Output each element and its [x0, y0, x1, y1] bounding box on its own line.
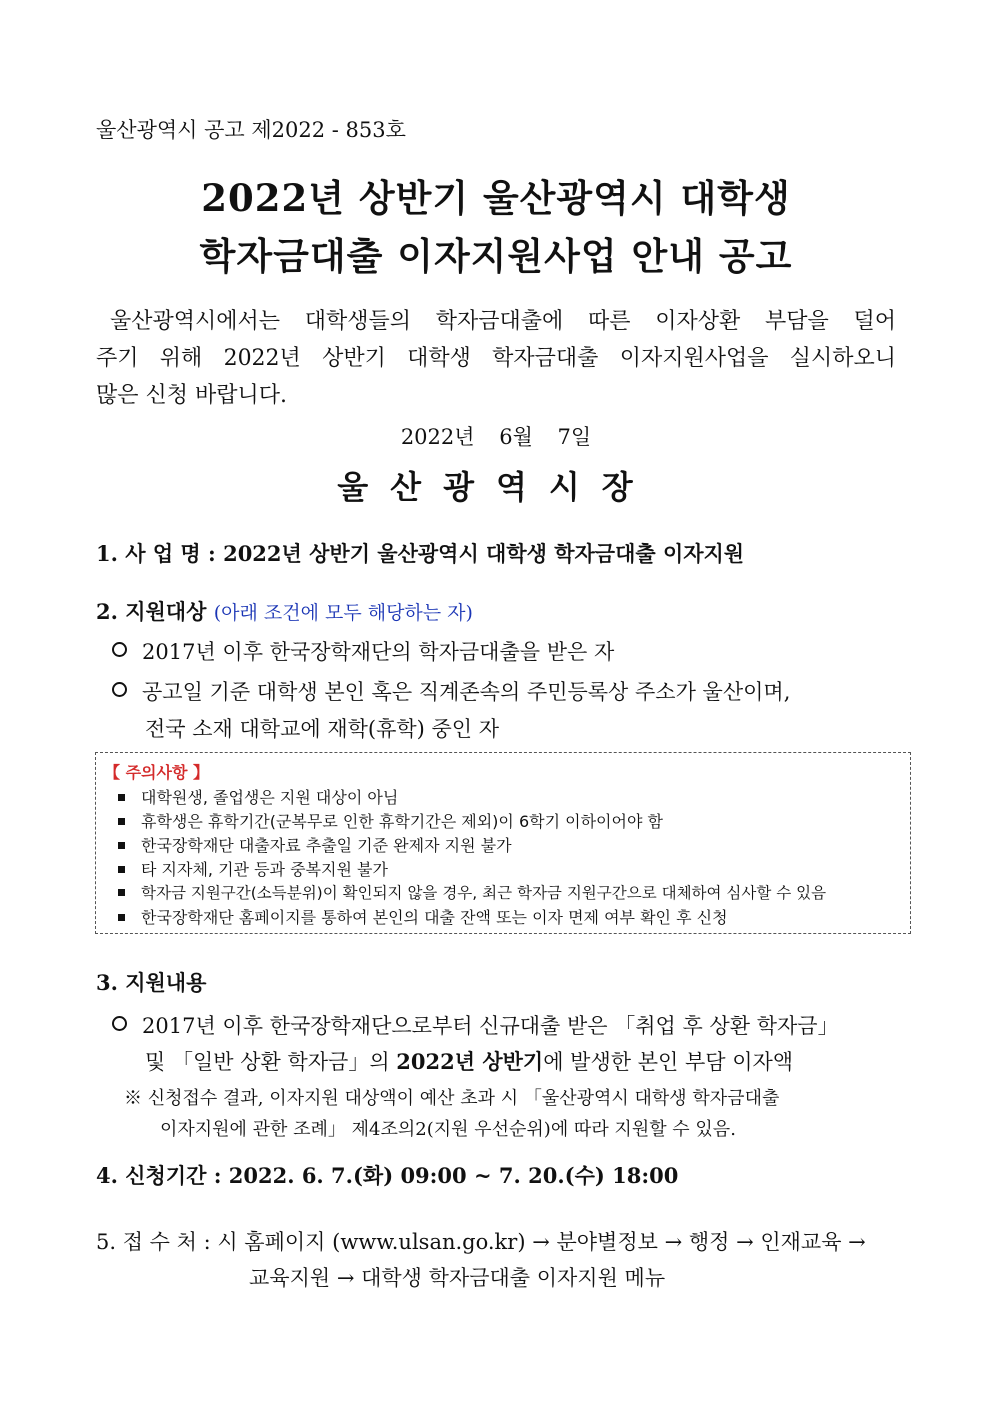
mayor-signature: 울산광역시장	[337, 468, 655, 506]
caution-item	[118, 857, 388, 880]
caution-item	[118, 785, 398, 808]
section-3-line-2	[145, 1046, 793, 1076]
caution-item-text: 휴학생은 휴학기간(군복무로 인한 휴학기간은 제외)이 6학기 이하이어야 함	[141, 812, 663, 831]
caution-item-text: 대학원생, 졸업생은 지원 대상이 아님	[141, 788, 399, 807]
circle-bullet-icon	[112, 642, 127, 657]
section-3-note-line-1: ※ 신청접수 결과, 이자지원 대상액이 예산 초과 시 「울산광역시 대학생 학자금대출	[124, 1088, 780, 1109]
intro-line-1: 울산광역시에서는 대학생들의 학자금대출에 따른 이자상환 부담을 덜어	[110, 309, 896, 334]
caution-item	[118, 905, 728, 928]
section-1-project-name: 1. 사 업 명 : 2022년 상반기 울산광역시 대학생 학자금대출 이자지원	[96, 541, 745, 566]
section-3-line-1: 2017년 이후 한국장학재단으로부터 신규대출 받은 「취업 후 상환 학자금」	[142, 1014, 839, 1038]
intro-line-2: 주기 위해 2022년 상반기 대학생 학자금대출 이자지원사업을 실시하오니	[96, 346, 896, 371]
caution-item-text: 한국장학재단 대출자료 추출일 기준 완제자 지원 불가	[141, 836, 512, 855]
section-3-item	[112, 1010, 839, 1040]
caution-item	[118, 833, 512, 856]
section-3-note-line-2: 이자지원에 관한 조례」 제4조의2(지원 우선순위)에 따라 지원할 수 있음.	[160, 1119, 736, 1140]
section-5-line-2: 교육지원 → 대학생 학자금대출 이자지원 메뉴	[249, 1266, 666, 1290]
section-2-item-2	[112, 676, 790, 706]
section-3-line-2c: 에 발생한 본인 부담 이자액	[543, 1050, 794, 1074]
section-2-heading	[96, 596, 473, 626]
square-bullet-icon	[118, 794, 125, 801]
section-5-line-1: 5. 접 수 처 : 시 홈페이지 (www.ulsan.go.kr) → 분야별정보 → 행정 → 인재교육 →	[96, 1230, 866, 1254]
caution-item-text: 타 지자체, 기관 등과 중복지원 불가	[141, 860, 388, 879]
caution-item-text: 학자금 지원구간(소득분위)이 확인되지 않을 경우, 최근 학자금 지원구간으로 대체하여 심사할 수 있음	[141, 884, 827, 902]
section-2-item-2-continued: 전국 소재 대학교에 재학(휴학) 중인 자	[145, 717, 500, 741]
intro-line-3: 많은 신청 바랍니다.	[96, 383, 287, 408]
square-bullet-icon	[118, 866, 125, 873]
title-line-2: 학자금대출 이자지원사업 안내 공고	[199, 234, 793, 278]
section-4-application-period: 4. 신청기간 : 2022. 6. 7.(화) 09:00 ~ 7. 20.(수) 18:00	[96, 1163, 679, 1188]
caution-title: 【 주의사항 】	[104, 763, 209, 782]
section-3-line-2a: 및 「일반 상환 학자금」의	[145, 1050, 390, 1074]
caution-item	[118, 809, 663, 832]
caution-item	[118, 881, 826, 903]
square-bullet-icon	[118, 818, 125, 825]
square-bullet-icon	[118, 914, 125, 921]
section-2-item-1	[112, 636, 614, 666]
square-bullet-icon	[118, 842, 125, 849]
circle-bullet-icon	[112, 682, 127, 697]
caution-item-text: 한국장학재단 홈페이지를 통하여 본인의 대출 잔액 또는 이자 면제 여부 확인 후 신청	[141, 908, 728, 927]
section-2-title: 2. 지원대상	[96, 599, 207, 624]
section-2-item-text: 2017년 이후 한국장학재단의 학자금대출을 받은 자	[142, 640, 615, 664]
title-line-1: 2022년 상반기 울산광역시 대학생	[201, 176, 791, 220]
section-2-subtitle: (아래 조건에 모두 해당하는 자)	[213, 602, 473, 624]
notice-number: 울산광역시 공고 제2022 - 853호	[96, 118, 406, 142]
notice-date: 2022년 6월 7일	[400, 425, 592, 449]
circle-bullet-icon	[112, 1016, 127, 1031]
square-bullet-icon	[118, 889, 125, 896]
section-3-period-bold: 2022년 상반기	[396, 1049, 544, 1074]
section-2-item-text: 공고일 기준 대학생 본인 혹은 직계존속의 주민등록상 주소가 울산이며,	[142, 680, 791, 704]
section-3-heading: 3. 지원내용	[96, 970, 207, 995]
